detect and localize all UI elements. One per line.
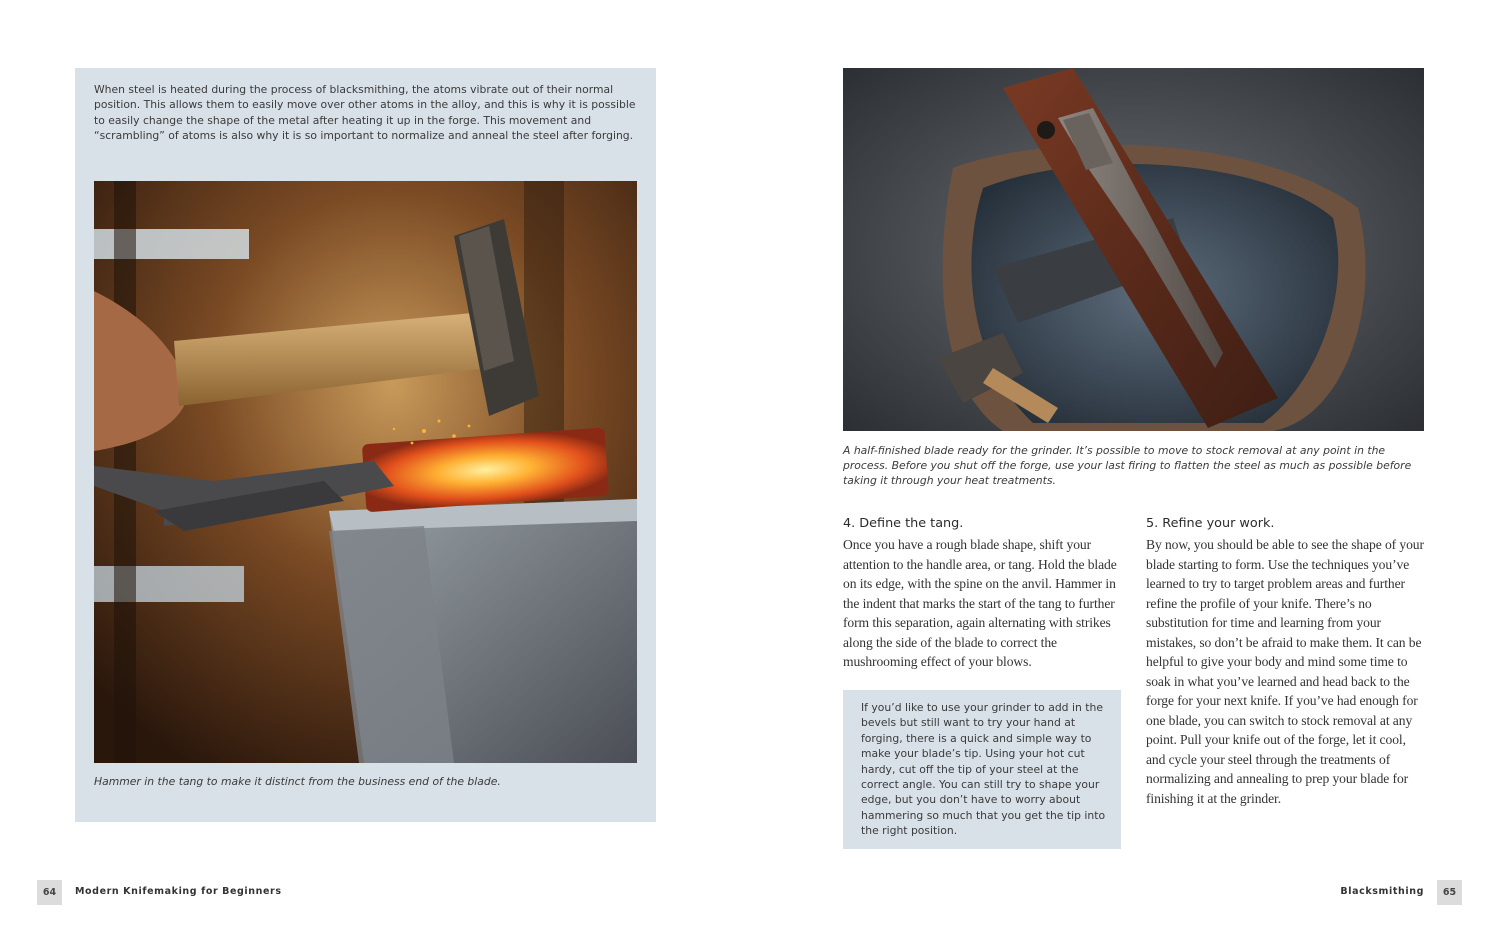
blade-photo-caption: A half-finished blade ready for the grinder. It’s possible to move to stock removal at any point in the process. Before you shut off the forge, use your last firing to flatten the steel as much as possible before taking it through your heat treatments. <box>843 444 1412 488</box>
step-5-heading: 5. Refine your work. <box>1146 516 1275 531</box>
forging-photo-caption: Hammer in the tang to make it distinct from the business end of the blade. <box>94 775 501 788</box>
running-head-left: Modern Knifemaking for Beginners <box>75 886 282 897</box>
sidebar-panel <box>75 68 656 822</box>
step-5-column <box>1146 516 1426 808</box>
blade-illustration <box>843 68 1424 431</box>
sidebar-text: When steel is heated during the process of blacksmithing, the atoms vibrate out of their normal position. This allows them to easily move over other atoms in the alloy, and this is why it is possible to easily change the shape of the metal after heating it up in the forge. This movement and “scrambling” of atoms is also why it is so important to normalize and anneal the steel after forging. <box>94 83 636 143</box>
step-5-body: By now, you should be able to see the shape of your blade starting to form. Use the techniques you’ve learned to try to target problem areas and further refine the profile of your knife. There’s no substitution for time and learning from your mistakes, so don’t be afraid to make them. It can be helpful to give your body and mind some time to soak in what you’ve learned and head back to the forge for your next knife. If you’ve had enough for one blade, you can switch to stock removal at any point. Pull your knife out of the forge, let it cool, and cycle your steel through the treatments of normalizing and annealing to prep your blade for finishing it at the grinder. <box>1146 537 1424 806</box>
tip-box <box>843 690 1121 849</box>
page-number-left: 64 <box>37 880 62 905</box>
step-4-body: Once you have a rough blade shape, shift your attention to the handle area, or tang. Hold the blade on its edge, with the spine on the anvil. Hammer in the indent that marks the start of the tang to further form this separation, again alternating with strikes along the side of the blade to correct the mushrooming effect of your blows. <box>843 537 1117 669</box>
forging-illustration <box>94 181 637 763</box>
tip-text: If you’d like to use your grinder to add in the bevels but still want to try your hand at forging, there is a quick and simple way to make your blade’s tip. Using your hot cut hardy, cut off the tip of your steel at the correct angle. You can still try to shape your edge, but you don’t have to worry about hammering so much that you get the tip into the right position. <box>861 701 1106 838</box>
page-number-right: 65 <box>1437 880 1462 905</box>
step-4-heading: 4. Define the tang. <box>843 516 964 531</box>
blade-photo <box>843 68 1424 431</box>
step-4-column <box>843 516 1128 672</box>
running-head-right: Blacksmithing <box>1340 886 1424 897</box>
forging-photo <box>94 181 637 763</box>
